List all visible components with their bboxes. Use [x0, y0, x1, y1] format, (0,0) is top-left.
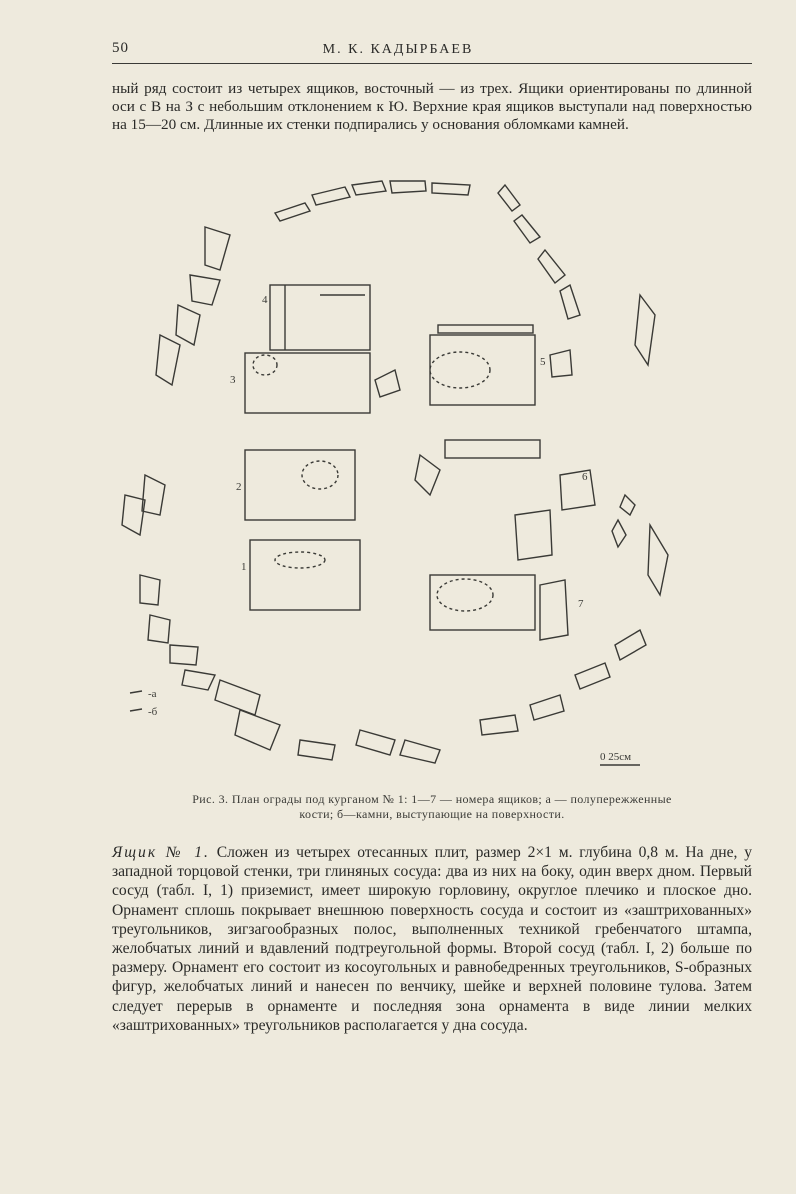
legend-symbols — [130, 691, 142, 711]
box-number-4: 4 — [262, 294, 268, 306]
legend-b: -б — [148, 706, 158, 718]
bone-deposits — [253, 352, 493, 611]
paragraph-main — [112, 843, 752, 1035]
caption-line-1: Рис. 3. План ограды под курганом № 1: 1—7 — номера ящиков; а — полупережженные — [192, 792, 672, 806]
burial-boxes — [245, 285, 595, 640]
box-number-6: 6 — [582, 471, 588, 483]
page-number: 50 — [112, 40, 129, 56]
box-1-description: Сложен из четырех отесанных плит, размер 2×1 м. глубина 0,8 м. На дне, у западной торцовой стенки, три глиняных сосуда: два из них на боку, один вверх дном. Первый сосуд (табл. I, 1) приземист, имеет широкую горловину, округлое плечико и плоское дно. Орнамент сплошь покрывает внешнюю поверхность сосуда и состоит из «заштрихованных» треугольников, зигзагообразных полос, выполненных техникой гребенчатого штампа, желобчатых линий и вдавлений подтреугольной формы. Второй сосуд (табл. I, 2) больше по размеру. Орнамент его состоит из косоугольных и равнобедренных треугольников, S-образных фигур, желобчатых линий и нанесен по венчику, шейке и верхней половине тулова. Затем следует перерыв в орнаменте и последняя зона орнамента в виде линии мелких «заштрихованных» треугольников располагается у дна сосуда. — [112, 844, 752, 1034]
ring-stones — [122, 181, 680, 763]
paragraph-top: ный ряд состоит из четырех ящиков, восточный — из трех. Ящики ориентированы по длинной оси с В на З с небольшим отклонением к Ю. Верхние края ящиков выступали над поверхностью на 15—20 см. Длинные их стенки подпирались у основания обломками камней. — [112, 80, 752, 133]
box-number-2: 2 — [236, 481, 242, 493]
figure-caption — [112, 792, 752, 822]
legend-a: -а — [148, 688, 157, 700]
running-title: М. К. КАДЫРБАЕВ — [322, 42, 474, 57]
box-number-5: 5 — [540, 356, 546, 368]
header-rule — [112, 63, 752, 64]
box-1-heading: Ящик № 1. — [112, 844, 210, 861]
enclosure-plan-figure — [120, 175, 680, 775]
box-number-7: 7 — [578, 598, 584, 610]
box-number-1: 1 — [241, 561, 247, 573]
scale-label: 0 25см — [600, 751, 632, 763]
caption-line-2: кости; б—камни, выступающие на поверхности. — [299, 807, 565, 821]
box-number-3: 3 — [230, 374, 236, 386]
